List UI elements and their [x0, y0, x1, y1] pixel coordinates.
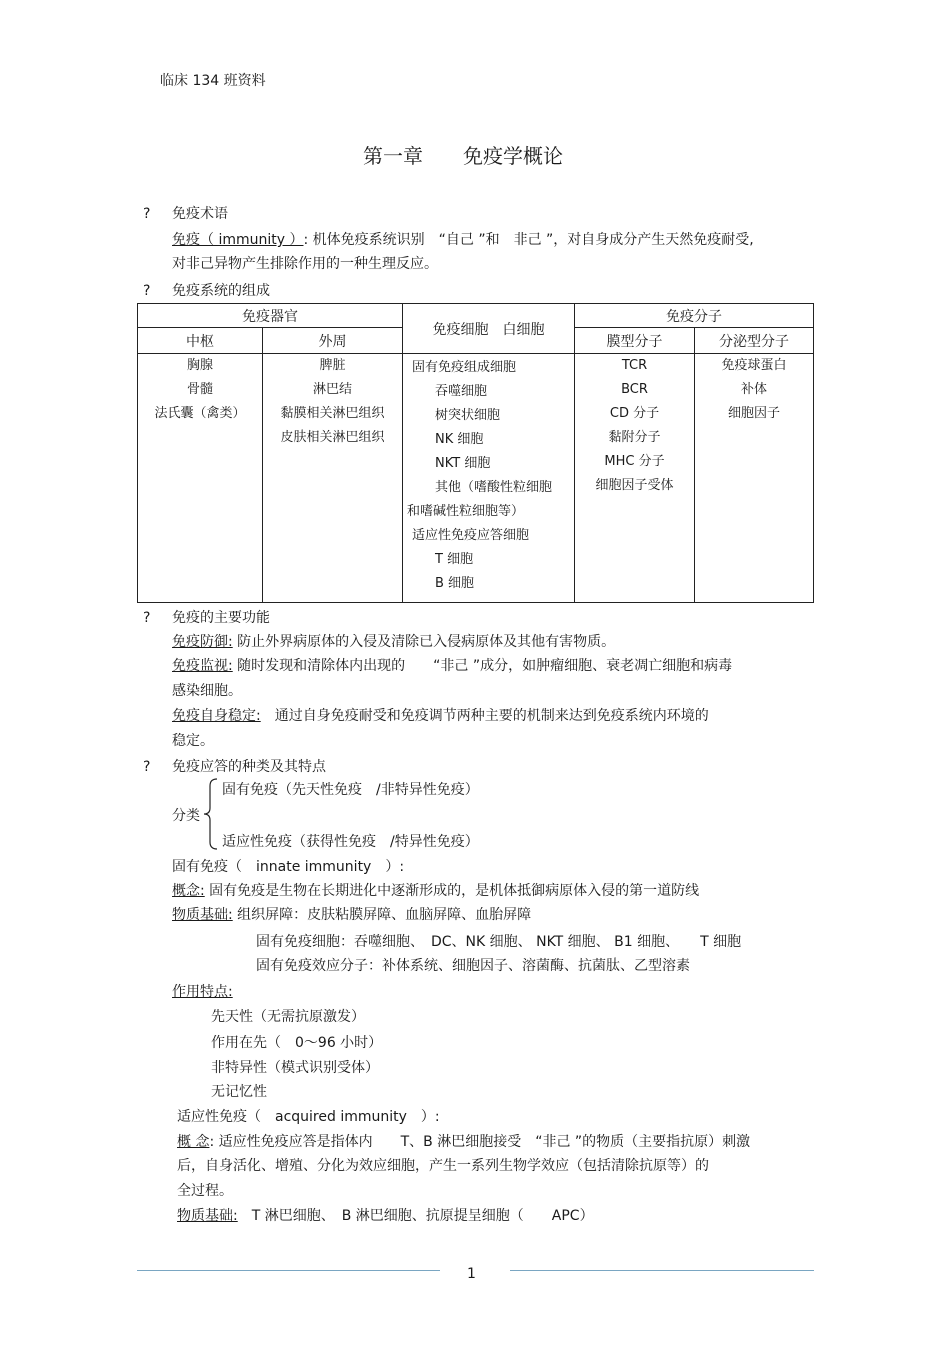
- header-membrane: 膜型分子: [575, 328, 695, 354]
- surveillance-label: 免疫监视:: [172, 658, 233, 674]
- bullet-functions: ?: [143, 610, 151, 626]
- list-item: 脾脏: [319, 358, 346, 373]
- list-item: 和嗜碱性粒细胞等）: [407, 504, 525, 519]
- defense-line: [172, 633, 615, 651]
- list-item: 皮肤相关淋巴组织: [280, 430, 385, 445]
- material-label: 物质基础:: [172, 907, 233, 923]
- homeostasis-line: [172, 707, 709, 725]
- bullet-composition: ?: [143, 283, 151, 299]
- heading-response: 免疫应答的种类及其特点: [172, 759, 326, 775]
- adaptive-material-text: T 淋巴细胞、 B 淋巴细胞、抗原提呈细胞（ APC）: [237, 1208, 594, 1224]
- membrane-molecules-cell: [575, 354, 695, 603]
- list-item: BCR: [621, 382, 648, 397]
- list-item: 吞噬细胞: [422, 384, 488, 399]
- list-item: NKT 细胞: [422, 456, 491, 471]
- list-item: 固有免疫组成细胞: [412, 360, 517, 375]
- list-item: 细胞因子: [727, 406, 780, 421]
- brace-icon: [203, 778, 219, 850]
- header-secreted: 分泌型分子: [695, 328, 814, 354]
- list-item: 胸腺: [186, 358, 213, 373]
- footer-divider-left: [137, 1270, 440, 1271]
- feature-item: 无记忆性: [211, 1084, 267, 1100]
- immunity-definition-text: : 机体免疫系统识别 “自己 ”和 非己 ”，对自身成分产生天然免疫耐受,: [303, 232, 754, 248]
- surveillance-line2: 感染细胞。: [172, 683, 242, 699]
- list-item: 补体: [740, 382, 767, 397]
- list-item: 骨髓: [186, 382, 213, 397]
- page-number: 1: [467, 1266, 476, 1282]
- heading-functions: 免疫的主要功能: [172, 610, 270, 626]
- innate-concept: 固有免疫是生物在长期进化中逐渐形成的，是机体抵御病原体入侵的第一道防线: [204, 883, 700, 899]
- list-item: 淋巴结: [312, 382, 352, 397]
- innate-material-line: [172, 906, 531, 924]
- feature-item: 作用在先（ 0～96 小时）: [211, 1035, 383, 1051]
- innate-branch: 固有免疫（先天性免疫 /非特异性免疫）: [222, 782, 479, 798]
- feature-item: 非特异性（模式识别受体）: [211, 1060, 379, 1076]
- list-item: 法氏囊（禽类）: [154, 406, 246, 421]
- adaptive-concept-line1: [177, 1133, 750, 1151]
- heading-terms: 免疫术语: [172, 206, 228, 222]
- list-item: TCR: [621, 358, 648, 373]
- adaptive-concept-label: 概 念: [177, 1134, 210, 1150]
- list-item: 免疫球蛋白: [721, 358, 787, 373]
- list-item: MHC 分子: [604, 454, 665, 469]
- peripheral-organs-cell: [263, 354, 403, 603]
- innate-material-barrier: 组织屏障：皮肤粘膜屏障、血脑屏障、血胎屏障: [232, 907, 532, 923]
- list-item: 黏附分子: [608, 430, 661, 445]
- list-item: 适应性免疫应答细胞: [412, 528, 530, 543]
- homeostasis-text: 通过自身免疫耐受和免疫调节两种主要的机制来达到免疫系统内环境的: [260, 708, 709, 724]
- header-immune-cells: 免疫细胞 白细胞: [403, 304, 575, 354]
- features-label: 作用特点:: [172, 984, 233, 1000]
- header-immune-organs: 免疫器官: [138, 304, 403, 328]
- homeostasis-label: 免疫自身稳定:: [172, 708, 261, 724]
- list-item: 其他（嗜酸性粒细胞: [422, 480, 553, 495]
- adaptive-material-label: 物质基础:: [177, 1208, 238, 1224]
- list-item: T 细胞: [422, 552, 474, 567]
- surveillance-text: 随时发现和清除体内出现的 “非己 ”成分，如肿瘤细胞、衰老凋亡细胞和病毒: [232, 658, 733, 674]
- defense-text: 防止外界病原体的入侵及清除已入侵病原体及其他有害物质。: [232, 634, 616, 650]
- innate-title: 固有免疫（ innate immunity ）:: [172, 859, 405, 875]
- adaptive-concept-text: : 适应性免疫应答是指体内 T、B 淋巴细胞接受 “非己 ”的物质（主要指抗原）刺激: [209, 1134, 751, 1150]
- chapter-title: 第一章 免疫学概论: [363, 144, 563, 168]
- header-peripheral: 外周: [263, 328, 403, 354]
- immunity-definition-line2: 对非己异物产生排除作用的一种生理反应。: [172, 256, 438, 272]
- list-item: 树突状细胞: [422, 408, 501, 423]
- feature-item: 先天性（无需抗原激发）: [211, 1009, 365, 1025]
- header-immune-molecules: 免疫分子: [575, 304, 814, 328]
- class-label: 临床 134 班资料: [160, 73, 266, 89]
- footer-divider-right: [510, 1270, 814, 1271]
- homeostasis-line2: 稳定。: [172, 733, 214, 749]
- surveillance-line: [172, 657, 732, 675]
- defense-label: 免疫防御:: [172, 634, 233, 650]
- secreted-molecules-cell: [695, 354, 814, 603]
- term-immunity: 免疫（ immunity ）: [172, 232, 304, 248]
- heading-composition: 免疫系统的组成: [172, 283, 270, 299]
- innate-material-molecules: 固有免疫效应分子：补体系统、细胞因子、溶菌酶、抗菌肽、乙型溶素: [256, 958, 690, 974]
- classify-label: 分类: [172, 808, 200, 824]
- list-item: 细胞因子受体: [595, 478, 674, 493]
- innate-material-cells: 固有免疫细胞：吞噬细胞、 DC、NK 细胞、 NKT 细胞、 B1 细胞、 T 细胞: [256, 934, 742, 950]
- adaptive-branch: 适应性免疫（获得性免疫 /特异性免疫）: [222, 834, 479, 850]
- list-item: NK 细胞: [422, 432, 484, 447]
- list-item: 黏膜相关淋巴组织: [280, 406, 385, 421]
- bullet-terms: ?: [143, 206, 151, 222]
- immunity-definition-line1: [172, 231, 754, 249]
- adaptive-material-line: [177, 1207, 594, 1225]
- bullet-response: ?: [143, 759, 151, 775]
- list-item: B 细胞: [422, 576, 475, 591]
- adaptive-concept-line3: 全过程。: [177, 1183, 233, 1199]
- immune-system-table: [137, 303, 814, 603]
- concept-label: 概念:: [172, 883, 205, 899]
- adaptive-title: 适应性免疫（ acquired immunity ）:: [177, 1109, 440, 1125]
- list-item: CD 分子: [609, 406, 660, 421]
- header-central: 中枢: [138, 328, 263, 354]
- central-organs-cell: [138, 354, 263, 603]
- adaptive-concept-line2: 后，自身活化、增殖、分化为效应细胞，产生一系列生物学效应（包括清除抗原等）的: [177, 1158, 709, 1174]
- immune-cells-cell: [403, 354, 575, 603]
- innate-concept-line: [172, 882, 699, 900]
